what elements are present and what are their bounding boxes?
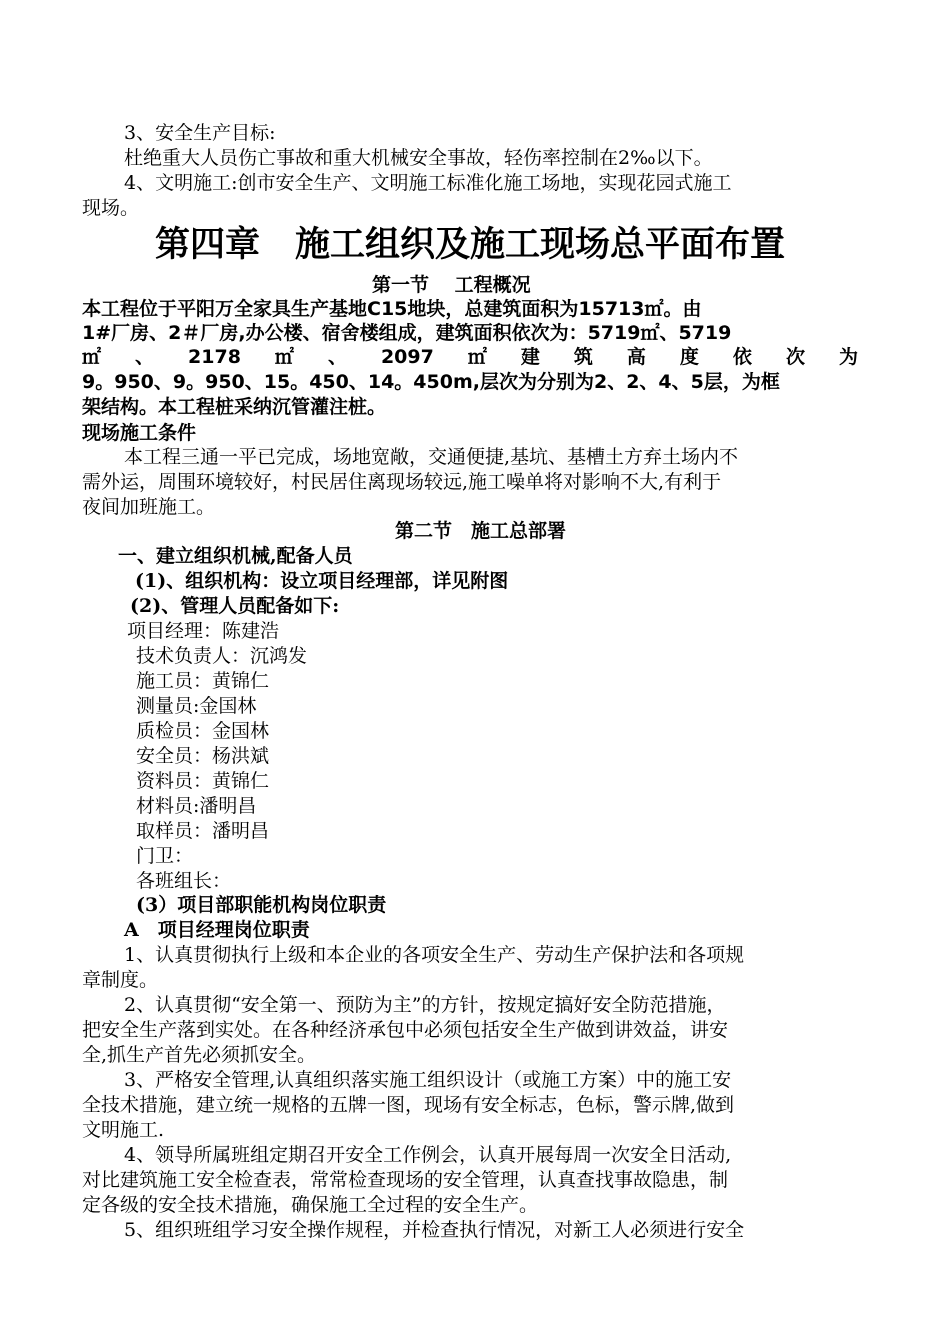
- overview-line-3-word: 筑: [573, 346, 593, 368]
- site-conditions-line-2: 需外运，周围环境较好，村民居住离现场较远,施工噪单将对影响不大,有利于: [82, 471, 722, 493]
- duty-line: 对比建筑施工安全检查表，常常检查现场的安全管理，认真查找事故隐患，制: [82, 1169, 729, 1191]
- overview-line-3-word: 高: [626, 346, 646, 368]
- overview-line-3-word: 度: [679, 346, 699, 368]
- staff-item: 各班组长：: [136, 870, 232, 892]
- duty-line: 2、认真贯彻“安全第一、预防为主”的方针，按规定搞好安全防范措施，: [124, 994, 726, 1016]
- duty-line: 把安全生产落到实处。在各种经济承包中必须包括安全生产做到讲效益，讲安: [82, 1019, 729, 1041]
- overview-line-3-word: 2097: [380, 346, 434, 368]
- overview-line-1: 本工程位于平阳万全家具生产基地C15地块，总建筑面积为15713㎡。由: [82, 298, 702, 320]
- duty-line: 1、认真贯彻执行上级和本企业的各项安全生产、劳动生产保护法和各项规: [124, 944, 745, 966]
- overview-line-3-word: ㎡: [274, 346, 294, 368]
- overview-line-3-word: ㎡: [467, 346, 487, 368]
- site-conditions-line-1: 本工程三通一平已完成，场地宽敞，交通便捷,基坑、基槽土方弃土场内不: [124, 446, 739, 468]
- staff-item: 取样员：潘明昌: [136, 820, 270, 842]
- duty-line: 全技术措施，建立统一规格的五牌一图，现场有安全标志，色标，警示牌,做到: [82, 1094, 735, 1116]
- site-conditions-heading: 现场施工条件: [82, 422, 197, 444]
- org-heading: 一、建立组织机械,配备人员: [118, 545, 353, 567]
- overview-line-5: 架结构。本工程桩采纳沉管灌注桩。: [82, 396, 387, 418]
- staff-heading: (2)、管理人员配备如下:: [130, 595, 340, 617]
- overview-line-3: [82, 348, 858, 367]
- duty-line: 文明施工.: [82, 1119, 165, 1141]
- chapter-title: 第四章 施工组织及施工现场总平面布置: [155, 225, 786, 265]
- staff-item: 项目经理：陈建浩: [127, 620, 280, 642]
- manager-duties-heading: A 项目经理岗位职责: [124, 919, 310, 941]
- duty-line: 3、严格安全管理,认真组织落实施工组织设计（或施工方案）中的施工安: [124, 1069, 732, 1091]
- duty-line: 全,抓生产首先必须抓安全。: [82, 1044, 317, 1066]
- duties-heading: (3）项目部职能机构岗位职责: [136, 894, 387, 916]
- overview-line-3-word: 依: [732, 346, 752, 368]
- duty-line: 定各级的安全技术措施，确保施工全过程的安全生产。: [82, 1194, 539, 1216]
- staff-item: 资料员：黄锦仁: [136, 770, 270, 792]
- duty-line: 4、领导所属班组定期召开安全工作例会，认真开展每周一次安全日活动,: [124, 1144, 732, 1166]
- duty-line: 5、组织班组学习安全操作规程，并检查执行情况，对新工人必须进行安全: [124, 1219, 745, 1241]
- overview-line-3-word: 建: [520, 346, 540, 368]
- overview-line-3-word: 、: [135, 346, 155, 368]
- staff-item: 测量员:金国林: [136, 695, 257, 717]
- duty-line: 章制度。: [82, 969, 159, 991]
- safety-goal-text: 杜绝重大人员伤亡事故和重大机械安全事故，轻伤率控制在2‰以下。: [124, 147, 713, 169]
- staff-item: 门卫：: [136, 845, 194, 867]
- overview-line-2: 1#厂房、2＃厂房,办公楼、宿舍楼组成，建筑面积依次为：5719㎡、5719: [82, 322, 732, 344]
- overview-line-4: 9。950、9。950、15。450、14。450m,层次为分别为2、2、4、5层，为框: [82, 371, 780, 393]
- staff-item: 施工员：黄锦仁: [136, 670, 270, 692]
- safety-goal-heading: 3、安全生产目标:: [124, 122, 276, 144]
- section-title-overview: 第一节 工程概况: [372, 274, 531, 296]
- site-conditions-line-3: 夜间加班施工。: [82, 496, 216, 518]
- overview-line-3-word: 为: [838, 346, 858, 368]
- overview-line-3-word: ㎡: [82, 346, 102, 368]
- staff-item: 安全员：杨洪斌: [136, 745, 270, 767]
- staff-item: 材料员:潘明昌: [136, 795, 257, 817]
- staff-item: 技术负责人：沉鸿发: [136, 645, 308, 667]
- section-title-deployment: 第二节 施工总部署: [395, 520, 567, 542]
- overview-line-3-word: 、: [327, 346, 347, 368]
- staff-item: 质检员：金国林: [136, 720, 270, 742]
- overview-line-3-word: 2178: [188, 346, 241, 368]
- org-structure-heading: (1)、组织机构：设立项目经理部，详见附图: [135, 570, 509, 592]
- civilized-construction-text-cont: 现场。: [82, 197, 140, 219]
- civilized-construction-text: 4、文明施工:创市安全生产、文明施工标准化施工场地，实现花园式施工: [124, 172, 732, 194]
- overview-line-3-word: 次: [785, 346, 805, 368]
